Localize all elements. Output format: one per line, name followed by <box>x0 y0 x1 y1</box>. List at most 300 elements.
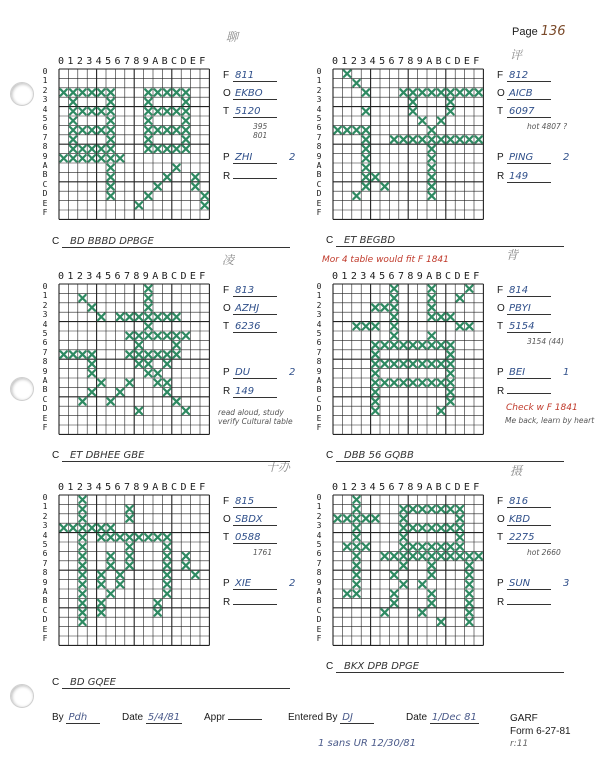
cross-stitch <box>335 515 341 521</box>
field-p-value[interactable]: ZHI <box>233 152 277 164</box>
cross-stitch <box>126 544 132 550</box>
column-header: 0123456789ABCDEF <box>58 56 209 67</box>
character-grid[interactable] <box>58 68 210 220</box>
cross-stitch <box>117 314 123 320</box>
cross-stitch <box>429 146 435 152</box>
cross-stitch <box>79 534 85 540</box>
cross-stitch <box>183 146 189 152</box>
cross-stitch <box>108 534 114 540</box>
field-c-key: C <box>326 661 336 672</box>
cross-stitch <box>429 333 435 339</box>
cross-stitch <box>344 544 350 550</box>
cross-stitch <box>447 351 453 357</box>
cross-stitch <box>447 89 453 95</box>
field-p-value[interactable]: SUN <box>507 578 551 590</box>
cross-stitch <box>108 398 114 404</box>
cross-stitch <box>98 155 104 161</box>
character-grid[interactable] <box>332 68 484 220</box>
cross-stitch <box>466 619 472 625</box>
cross-stitch <box>98 89 104 95</box>
column-header: 0123456789ABCDEF <box>332 482 483 493</box>
cross-stitch <box>145 333 151 339</box>
field-t-value[interactable]: 6236 <box>233 321 277 333</box>
cross-stitch <box>98 609 104 615</box>
cross-stitch <box>466 581 472 587</box>
cross-stitch <box>372 398 378 404</box>
entered-by-label: Entered By <box>288 712 338 723</box>
cross-stitch <box>438 361 444 367</box>
field-o-value[interactable]: EKBO <box>233 88 277 100</box>
cross-stitch <box>61 525 67 531</box>
footer-by <box>52 712 100 724</box>
cross-stitch <box>70 136 76 142</box>
field-t-value[interactable]: 5120 <box>233 106 277 118</box>
cross-stitch <box>466 553 472 559</box>
cross-stitch <box>108 193 114 199</box>
cross-stitch <box>382 553 388 559</box>
date2-value[interactable]: 1/Dec 81 <box>431 712 477 723</box>
cross-stitch <box>79 591 85 597</box>
cross-stitch <box>410 342 416 348</box>
cross-stitch <box>400 553 406 559</box>
cross-stitch <box>382 183 388 189</box>
cross-stitch <box>126 333 132 339</box>
cross-stitch <box>126 515 132 521</box>
field-o-value[interactable]: KBD <box>507 514 551 526</box>
field-key: P <box>223 367 230 378</box>
field-c-value[interactable]: BD BBBD DPBGE <box>62 236 290 248</box>
field-t-value[interactable]: 0588 <box>233 532 277 544</box>
cross-stitch <box>164 333 170 339</box>
field-p <box>223 367 295 379</box>
cross-stitch <box>400 562 406 568</box>
cross-stitch <box>363 183 369 189</box>
cross-stitch <box>126 553 132 559</box>
cross-stitch <box>391 314 397 320</box>
cross-stitch <box>98 572 104 578</box>
field-t-value[interactable]: 2275 <box>507 532 551 544</box>
appr-value[interactable] <box>228 719 262 720</box>
field-c-value[interactable]: ET DBHEE GBE <box>62 450 290 462</box>
cross-stitch <box>438 506 444 512</box>
cross-stitch <box>438 525 444 531</box>
field-p-value[interactable]: BEI <box>507 367 551 379</box>
field-key: O <box>223 303 231 314</box>
field-t-value[interactable]: 5154 <box>507 321 551 333</box>
field-f-value[interactable]: 816 <box>507 496 551 508</box>
field-c-key: C <box>52 236 62 247</box>
cross-stitch <box>429 553 435 559</box>
cross-stitch <box>344 71 350 77</box>
cross-stitch <box>108 155 114 161</box>
cross-stitch <box>419 342 425 348</box>
cross-stitch <box>363 174 369 180</box>
cross-stitch <box>372 323 378 329</box>
row-header: 0 1 2 3 4 5 6 7 8 9 A B C D E F <box>316 493 322 644</box>
cross-stitch <box>136 202 142 208</box>
cross-stitch <box>457 89 463 95</box>
cross-stitch <box>400 361 406 367</box>
cross-stitch <box>466 323 472 329</box>
field-p <box>223 152 295 164</box>
panel1-chinese-pencil: 聊 <box>226 30 239 44</box>
cross-stitch <box>372 174 378 180</box>
cross-stitch <box>400 506 406 512</box>
footer-entered-by <box>288 712 374 724</box>
cross-stitch <box>429 295 435 301</box>
cross-stitch <box>429 525 435 531</box>
cross-stitch <box>98 108 104 114</box>
cross-stitch <box>353 193 359 199</box>
field-o-value[interactable]: PBYI <box>507 303 551 315</box>
cross-stitch <box>173 108 179 114</box>
cross-stitch <box>429 591 435 597</box>
cross-stitch <box>410 544 416 550</box>
field-f-value[interactable]: 814 <box>507 285 551 297</box>
cross-stitch <box>79 146 85 152</box>
cross-stitch <box>410 361 416 367</box>
field-r-value[interactable] <box>233 178 277 179</box>
field-o-value[interactable]: AZHJ <box>233 303 277 315</box>
field-f-value[interactable]: 815 <box>233 496 277 508</box>
cross-stitch <box>447 136 453 142</box>
cross-stitch <box>173 398 179 404</box>
cross-stitch <box>164 361 170 367</box>
cross-stitch <box>108 174 114 180</box>
cross-stitch <box>400 525 406 531</box>
field-key: R <box>223 386 231 397</box>
footer-date <box>122 712 182 724</box>
field-c-value[interactable]: DBB 56 GQBB <box>336 450 564 462</box>
form-extra: r:11 <box>510 739 529 749</box>
cross-stitch <box>173 342 179 348</box>
cross-stitch <box>164 389 170 395</box>
field-p <box>497 578 569 590</box>
cross-stitch <box>400 136 406 142</box>
cross-stitch <box>372 351 378 357</box>
cross-stitch <box>108 165 114 171</box>
cross-stitch <box>117 389 123 395</box>
cross-stitch <box>173 351 179 357</box>
cross-stitch <box>117 572 123 578</box>
character-grid[interactable] <box>332 494 484 646</box>
cross-stitch <box>98 127 104 133</box>
cross-stitch <box>145 146 151 152</box>
cross-stitch <box>164 572 170 578</box>
field-r <box>223 386 277 398</box>
field-t-value[interactable]: 6097 <box>507 106 551 118</box>
cross-stitch <box>89 389 95 395</box>
cross-stitch <box>89 370 95 376</box>
cross-stitch <box>429 174 435 180</box>
cross-stitch <box>447 108 453 114</box>
cross-stitch <box>466 572 472 578</box>
cross-stitch <box>438 136 444 142</box>
cross-stitch <box>61 351 67 357</box>
entered-by-value[interactable]: DJ <box>340 712 374 724</box>
cross-stitch <box>164 581 170 587</box>
cross-stitch <box>391 286 397 292</box>
cross-stitch <box>126 562 132 568</box>
binder-hole-bottom <box>10 684 34 708</box>
field-f-value[interactable]: 812 <box>507 70 551 82</box>
cross-stitch <box>98 380 104 386</box>
cross-stitch <box>183 127 189 133</box>
cross-stitch <box>466 591 472 597</box>
field-p-tone: 3 <box>563 578 570 589</box>
cross-stitch <box>70 108 76 114</box>
cross-stitch <box>438 118 444 124</box>
column-header: 0123456789ABCDEF <box>332 271 483 282</box>
field-p-value[interactable]: PING <box>507 152 551 164</box>
field-t <box>223 106 277 118</box>
field-key: R <box>223 171 231 182</box>
cross-stitch <box>466 89 472 95</box>
cross-stitch <box>382 609 388 615</box>
field-o <box>497 514 551 526</box>
cross-stitch <box>429 562 435 568</box>
cross-stitch <box>108 89 114 95</box>
cross-stitch <box>108 183 114 189</box>
cross-stitch <box>353 591 359 597</box>
cross-stitch <box>155 370 161 376</box>
cross-stitch <box>447 314 453 320</box>
cross-stitch <box>391 600 397 606</box>
cross-stitch <box>155 127 161 133</box>
appr-label: Appr <box>204 712 226 723</box>
cross-stitch <box>164 174 170 180</box>
cross-stitch <box>410 136 416 142</box>
cross-stitch <box>353 544 359 550</box>
cross-stitch <box>183 333 189 339</box>
cross-stitch <box>391 304 397 310</box>
cross-stitch <box>466 286 472 292</box>
field-r-value[interactable] <box>507 604 551 605</box>
field-f <box>223 70 277 82</box>
cross-stitch <box>79 553 85 559</box>
field-key: R <box>223 597 231 608</box>
field-r-value[interactable] <box>233 604 277 605</box>
field-key: O <box>223 88 231 99</box>
field-key: P <box>497 578 504 589</box>
cross-stitch <box>164 591 170 597</box>
cross-stitch <box>429 286 435 292</box>
cross-stitch <box>447 398 453 404</box>
cross-stitch <box>447 389 453 395</box>
cross-stitch <box>353 581 359 587</box>
field-c-key: C <box>52 677 62 688</box>
field-c-value[interactable]: BD GQEE <box>62 677 290 689</box>
cross-stitch <box>145 370 151 376</box>
field-key: O <box>223 514 231 525</box>
cross-stitch <box>363 108 369 114</box>
cross-stitch <box>372 389 378 395</box>
cross-stitch <box>79 581 85 587</box>
field-key: O <box>497 88 505 99</box>
field-f-value[interactable]: 813 <box>233 285 277 297</box>
row-header: 0 1 2 3 4 5 6 7 8 9 A B C D E F <box>42 493 48 644</box>
row-header: 0 1 2 3 4 5 6 7 8 9 A B C D E F <box>42 282 48 433</box>
field-r-value[interactable]: 149 <box>233 386 277 398</box>
cross-stitch <box>145 136 151 142</box>
field-o-value[interactable]: AICB <box>507 88 551 100</box>
cross-stitch <box>98 146 104 152</box>
cross-stitch <box>476 553 482 559</box>
character-grid[interactable] <box>58 494 210 646</box>
cross-stitch <box>400 89 406 95</box>
cross-stitch <box>391 553 397 559</box>
t-note: 1761 <box>253 548 273 557</box>
cross-stitch <box>447 380 453 386</box>
field-key: O <box>497 303 505 314</box>
character-grid[interactable] <box>58 283 210 435</box>
cross-stitch <box>136 534 142 540</box>
by-value[interactable]: Pdh <box>66 712 100 724</box>
cross-stitch <box>192 183 198 189</box>
cross-stitch <box>79 155 85 161</box>
field-p-value[interactable]: XIE <box>233 578 277 590</box>
form-org: GARF <box>510 713 538 724</box>
field-c-value[interactable]: ET BEGBD <box>336 235 564 247</box>
cross-stitch <box>164 127 170 133</box>
row-header: 0 1 2 3 4 5 6 7 8 9 A B C D E F <box>316 67 322 218</box>
cross-stitch <box>391 136 397 142</box>
cross-stitch <box>335 127 341 133</box>
cross-stitch <box>108 127 114 133</box>
cross-stitch <box>145 295 151 301</box>
cross-stitch <box>429 193 435 199</box>
field-p-tone: 2 <box>289 152 296 163</box>
cross-stitch <box>108 108 114 114</box>
cross-stitch <box>466 609 472 615</box>
cross-stitch <box>89 146 95 152</box>
cross-stitch <box>438 342 444 348</box>
field-p-tone: 2 <box>289 578 296 589</box>
field-c <box>326 235 564 247</box>
cross-stitch <box>457 534 463 540</box>
field-c <box>326 661 564 673</box>
field-key: T <box>223 321 230 332</box>
cross-stitch <box>89 89 95 95</box>
field-key: F <box>223 496 230 507</box>
cross-stitch <box>353 506 359 512</box>
cross-stitch <box>155 108 161 114</box>
cross-stitch <box>108 525 114 531</box>
field-c <box>326 450 564 462</box>
cross-stitch <box>419 118 425 124</box>
binder-hole-top <box>10 82 34 106</box>
date-label: Date <box>122 712 144 723</box>
row-header: 0 1 2 3 4 5 6 7 8 9 A B C D E F <box>42 67 48 218</box>
cross-stitch <box>419 89 425 95</box>
page-number-label <box>512 24 566 39</box>
field-key: F <box>497 285 504 296</box>
cross-stitch <box>79 295 85 301</box>
cross-stitch <box>89 525 95 531</box>
character-grid[interactable] <box>332 283 484 435</box>
cross-stitch <box>447 553 453 559</box>
cross-stitch <box>70 89 76 95</box>
field-key: F <box>223 70 230 81</box>
cross-stitch <box>419 544 425 550</box>
cross-stitch <box>419 609 425 615</box>
field-t <box>223 321 277 333</box>
cross-stitch <box>400 342 406 348</box>
cross-stitch <box>108 591 114 597</box>
cross-stitch <box>372 342 378 348</box>
cross-stitch <box>126 506 132 512</box>
cross-stitch <box>108 562 114 568</box>
cross-stitch <box>438 408 444 414</box>
cross-stitch <box>353 127 359 133</box>
cross-stitch <box>126 314 132 320</box>
field-key: T <box>497 321 504 332</box>
cross-stitch <box>192 572 198 578</box>
field-p-value[interactable]: DU <box>233 367 277 379</box>
cross-stitch <box>457 295 463 301</box>
cross-stitch <box>344 515 350 521</box>
cross-stitch <box>164 89 170 95</box>
cross-stitch <box>353 497 359 503</box>
cross-stitch <box>429 572 435 578</box>
field-t <box>497 532 551 544</box>
cross-stitch <box>391 342 397 348</box>
cross-stitch <box>173 314 179 320</box>
field-f-value[interactable]: 811 <box>233 70 277 82</box>
panel3-side-note: read aloud, study verify Cultural table <box>218 408 293 426</box>
cross-stitch <box>419 380 425 386</box>
panel3-chinese-pencil: 凌 <box>222 253 235 267</box>
cross-stitch <box>117 155 123 161</box>
cross-stitch <box>457 525 463 531</box>
cross-stitch <box>353 80 359 86</box>
cross-stitch <box>363 146 369 152</box>
field-r-value[interactable] <box>507 393 551 394</box>
field-key: P <box>223 578 230 589</box>
cross-stitch <box>429 314 435 320</box>
cross-stitch <box>164 314 170 320</box>
cross-stitch <box>108 118 114 124</box>
cross-stitch <box>155 333 161 339</box>
field-o <box>497 88 551 100</box>
cross-stitch <box>391 323 397 329</box>
cross-stitch <box>155 380 161 386</box>
field-c-value[interactable]: BKX DPB DPGE <box>336 661 564 673</box>
field-o-value[interactable]: SBDX <box>233 514 277 526</box>
cross-stitch <box>89 361 95 367</box>
cross-stitch <box>79 572 85 578</box>
field-r-value[interactable]: 149 <box>507 171 551 183</box>
field-key: R <box>497 597 505 608</box>
cross-stitch <box>457 323 463 329</box>
cross-stitch <box>136 408 142 414</box>
cross-stitch <box>89 155 95 161</box>
footer-signature-line: 1 sans UR 12/30/81 <box>318 738 416 749</box>
date-value[interactable]: 5/4/81 <box>147 712 181 723</box>
cross-stitch <box>429 361 435 367</box>
cross-stitch <box>117 534 123 540</box>
cross-stitch <box>419 553 425 559</box>
field-key: T <box>497 532 504 543</box>
cross-stitch <box>164 108 170 114</box>
field-key: T <box>223 532 230 543</box>
cross-stitch <box>363 136 369 142</box>
t-note: 395 801 <box>253 122 268 140</box>
cross-stitch <box>429 342 435 348</box>
cross-stitch <box>419 361 425 367</box>
cross-stitch <box>372 515 378 521</box>
cross-stitch <box>79 351 85 357</box>
